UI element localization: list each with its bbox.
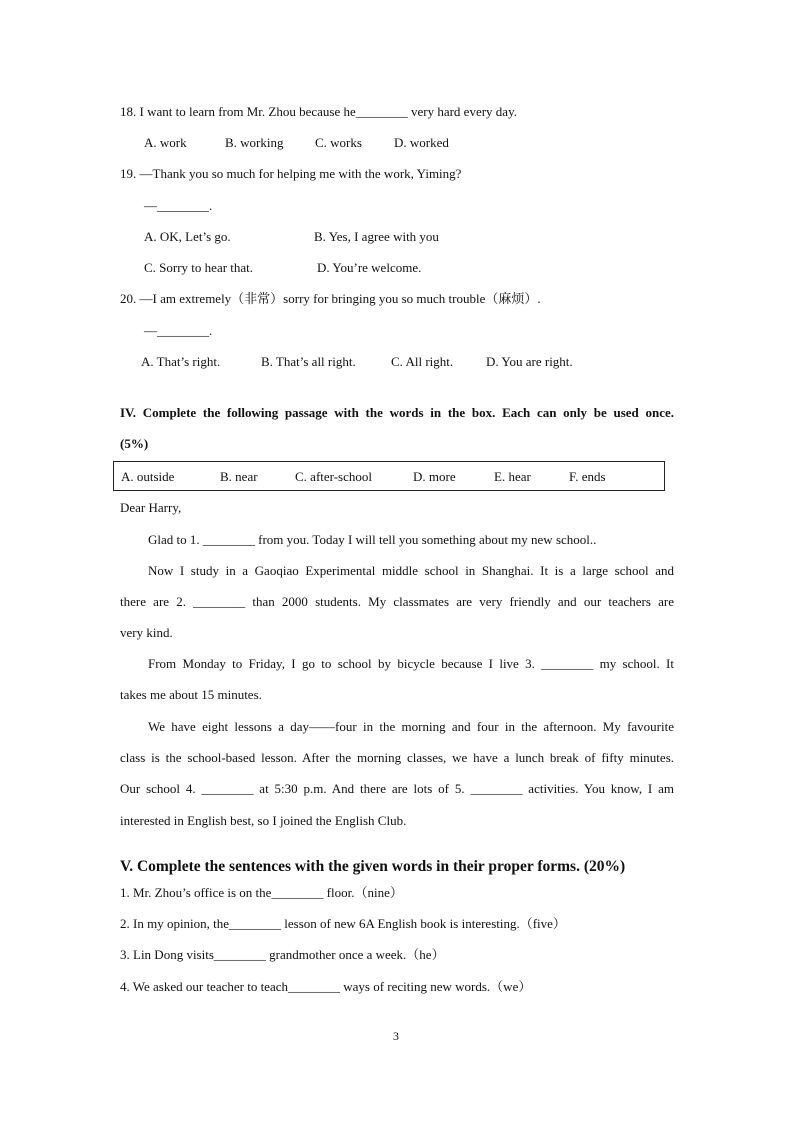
q19-stem: 19. —Thank you so much for helping me with the work, Yiming?: [120, 166, 462, 181]
letter-line: very kind.: [120, 625, 173, 640]
q20-option-c[interactable]: C. All right.: [391, 354, 454, 369]
q20-stem: 20. —I am extremely（非常）sorry for bringing you so much trouble（麻烦）.: [120, 291, 541, 306]
letter-line: interested in English best, so I joined the English Club.: [120, 813, 407, 828]
word-option-d: D. more: [413, 469, 456, 484]
section5-heading: V. Complete the sentences with the given words in their proper forms. (20%): [120, 858, 626, 875]
q19-option-a[interactable]: A. OK, Let’s go.: [144, 229, 231, 244]
letter-greeting: Dear Harry,: [120, 500, 182, 515]
q19-reply: —________.: [144, 198, 213, 213]
letter-line: takes me about 15 minutes.: [120, 687, 262, 702]
letter-line: Now I study in a Gaoqiao Experimental middle school in Shanghai. It is a large school and: [148, 563, 674, 578]
section4-heading: IV. Complete the following passage with the words in the box. Each can only be used once.: [120, 405, 674, 420]
q18-option-a[interactable]: A. work: [144, 135, 187, 150]
q18-option-b[interactable]: B. working: [225, 135, 284, 150]
q18-option-d[interactable]: D. worked: [394, 135, 449, 150]
word-option-c: C. after-school: [295, 469, 372, 484]
q19-option-b[interactable]: B. Yes, I agree with you: [314, 229, 439, 244]
section5-item: 1. Mr. Zhou’s office is on the________ floor.（nine）: [120, 885, 403, 900]
q20-reply: —________.: [144, 323, 213, 338]
letter-line: We have eight lessons a day——four in the morning and four in the afternoon. My favourite: [148, 719, 674, 734]
word-option-e: E. hear: [494, 469, 531, 484]
letter-line: From Monday to Friday, I go to school by bicycle because I live 3. ________ my school. It: [148, 656, 674, 671]
section5-item: 4. We asked our teacher to teach________ ways of reciting new words.（we）: [120, 979, 532, 994]
q18-stem: 18. I want to learn from Mr. Zhou because he________ very hard every day.: [120, 104, 517, 119]
q19-option-c[interactable]: C. Sorry to hear that.: [144, 260, 254, 275]
q20-option-a[interactable]: A. That’s right.: [141, 354, 221, 369]
word-option-a: A. outside: [121, 469, 175, 484]
q20-option-d[interactable]: D. You are right.: [486, 354, 573, 369]
q19-option-d[interactable]: D. You’re welcome.: [317, 260, 422, 275]
letter-line: Glad to 1. ________ from you. Today I will tell you something about my new school..: [148, 532, 597, 547]
page-number: 3: [393, 1029, 399, 1043]
q20-option-b[interactable]: B. That’s all right.: [261, 354, 356, 369]
section5-item: 2. In my opinion, the________ lesson of new 6A English book is interesting.（five）: [120, 916, 566, 931]
letter-line: class is the school-based lesson. After the morning classes, we have a lunch break of fifty minutes.: [120, 750, 674, 765]
word-box: [113, 461, 665, 491]
q18-option-c[interactable]: C. works: [315, 135, 362, 150]
word-option-f: F. ends: [569, 469, 606, 484]
word-option-b: B. near: [220, 469, 258, 484]
section4-percent: (5%): [120, 436, 149, 451]
letter-line: there are 2. ________ than 2000 students. My classmates are very friendly and our teachers are: [120, 594, 674, 609]
section5-item: 3. Lin Dong visits________ grandmother once a week.（he）: [120, 947, 445, 962]
letter-line: Our school 4. ________ at 5:30 p.m. And there are lots of 5. ________ activities. You know, I am: [120, 781, 674, 796]
